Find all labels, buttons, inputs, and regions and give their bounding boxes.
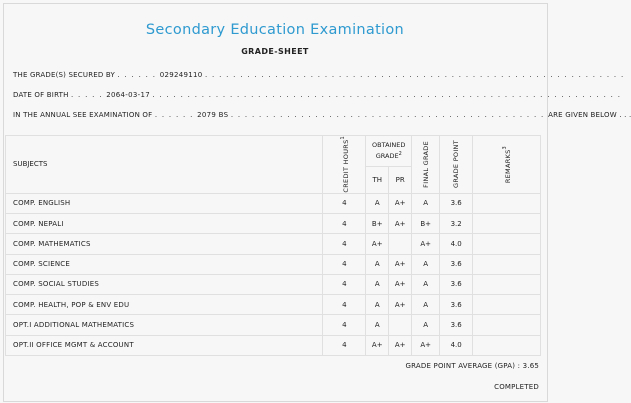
practical-grade-cell: A+: [389, 295, 412, 315]
grade-rows: [6, 193, 541, 355]
exam-year: 2079 BS: [197, 111, 229, 119]
remarks-cell: [473, 234, 541, 254]
remarks-cell: [473, 254, 541, 274]
final-grade-cell: B+: [412, 213, 440, 233]
credit-hours-cell: 4: [323, 193, 366, 213]
exam-line: IN THE ANNUAL SEE EXAMINATION OF . . . . . . 2079 BS . . . . . . . . . . . . . . . . . . . . . . . . . . . . . . . . . . . . . . . . . . . . . ARE GIVEN BELOW . . .: [13, 111, 631, 119]
status-text: COMPLETED: [494, 383, 539, 391]
secured-by-label: THE GRADE(S) SECURED BY: [13, 71, 115, 79]
credit-hours-cell: 4: [323, 213, 366, 233]
grade-point-cell: 3.2: [440, 213, 473, 233]
grade-point-cell: 4.0: [440, 234, 473, 254]
remarks-header: REMARKS$^3$: [473, 136, 541, 194]
grade-point-cell: 3.6: [440, 274, 473, 294]
table-row: [6, 234, 541, 254]
theory-grade-cell: B+: [366, 213, 389, 233]
credit-hours-cell: 4: [323, 274, 366, 294]
exam-label: IN THE ANNUAL SEE EXAMINATION OF: [13, 111, 153, 119]
grade-point-cell: 4.0: [440, 335, 473, 355]
remarks-cell: [473, 295, 541, 315]
theory-grade-cell: A: [366, 295, 389, 315]
credit-hours-cell: 4: [323, 335, 366, 355]
subject-cell: OPT.I ADDITIONAL MATHEMATICS: [6, 315, 323, 335]
exam-suffix: ARE GIVEN BELOW . . .: [548, 111, 631, 119]
final-grade-cell: A: [412, 274, 440, 294]
table-row: [6, 274, 541, 294]
theory-grade-cell: A: [366, 193, 389, 213]
symbol-number: 029249110: [159, 71, 203, 79]
grade-point-cell: 3.6: [440, 254, 473, 274]
subject-cell: COMP. SCIENCE: [6, 254, 323, 274]
final-grade-header: FINAL GRADE: [412, 136, 440, 194]
remarks-cell: [473, 274, 541, 294]
remarks-cell: [473, 213, 541, 233]
practical-grade-cell: A+: [389, 213, 412, 233]
final-grade-cell: A+: [412, 335, 440, 355]
table-row: [6, 213, 541, 233]
grade-sheet-subtitle: GRADE-SHEET: [241, 47, 309, 56]
remarks-cell: [473, 193, 541, 213]
dob-line: DATE OF BIRTH . . . . . 2064-03-17 . . . . . . . . . . . . . . . . . . . . . . . . . . . . . . . . . . . . . . . . . . . . . . . . . . . . . . . . . . . . . . . . . . .: [13, 91, 622, 99]
table-row: [6, 335, 541, 355]
grade-point-cell: 3.6: [440, 193, 473, 213]
subject-cell: COMP. SOCIAL STUDIES: [6, 274, 323, 294]
table-row: [6, 315, 541, 335]
grade-point-cell: 3.6: [440, 315, 473, 335]
practical-grade-cell: [389, 234, 412, 254]
subject-cell: OPT.II OFFICE MGMT & ACCOUNT: [6, 335, 323, 355]
final-grade-cell: A: [412, 193, 440, 213]
final-grade-cell: A: [412, 295, 440, 315]
gpa-label: GRADE POINT AVERAGE (GPA) :: [405, 362, 521, 370]
grade-point-header: GRADE POINT: [440, 136, 473, 194]
final-grade-cell: A: [412, 254, 440, 274]
practical-grade-cell: [389, 315, 412, 335]
theory-grade-cell: A: [366, 254, 389, 274]
final-grade-cell: A+: [412, 234, 440, 254]
exam-title: Secondary Education Examination: [145, 22, 405, 38]
practical-header: PR: [389, 167, 412, 193]
gpa-value: 3.65: [522, 362, 539, 370]
practical-grade-cell: A+: [389, 274, 412, 294]
theory-grade-cell: A: [366, 274, 389, 294]
secured-by-line: THE GRADE(S) SECURED BY . . . . . . 029249110 . . . . . . . . . . . . . . . . . . . . . . . . . . . . . . . . . . . . . . . . . . . . . . . . . . . . . . . . . . . .: [13, 71, 625, 79]
remarks-cell: [473, 315, 541, 335]
obtained-grade-header: OBTAINED GRADE$^2$: [366, 136, 412, 167]
theory-header: TH: [366, 167, 389, 193]
subjects-header: SUBJECTS: [6, 136, 323, 194]
credit-hours-cell: 4: [323, 254, 366, 274]
credit-hours-cell: 4: [323, 315, 366, 335]
theory-grade-cell: A: [366, 315, 389, 335]
subject-cell: COMP. MATHEMATICS: [6, 234, 323, 254]
grade-point-cell: 3.6: [440, 295, 473, 315]
theory-grade-cell: A+: [366, 335, 389, 355]
credit-hours-cell: 4: [323, 295, 366, 315]
table-row: [6, 295, 541, 315]
subject-cell: COMP. ENGLISH: [6, 193, 323, 213]
credit-hours-header: CREDIT HOURS$^1$: [323, 136, 366, 194]
dob-label: DATE OF BIRTH: [13, 91, 69, 99]
subject-cell: COMP. HEALTH, POP & ENV EDU: [6, 295, 323, 315]
practical-grade-cell: A+: [389, 335, 412, 355]
final-grade-cell: A: [412, 315, 440, 335]
table-row: [6, 193, 541, 213]
grades-table: [5, 135, 541, 356]
practical-grade-cell: A+: [389, 193, 412, 213]
gpa-line: [406, 362, 540, 370]
theory-grade-cell: A+: [366, 234, 389, 254]
remarks-cell: [473, 335, 541, 355]
table-row: [6, 254, 541, 274]
subject-cell: COMP. NEPALI: [6, 213, 323, 233]
dob-value: 2064-03-17: [106, 91, 150, 99]
practical-grade-cell: A+: [389, 254, 412, 274]
credit-hours-cell: 4: [323, 234, 366, 254]
